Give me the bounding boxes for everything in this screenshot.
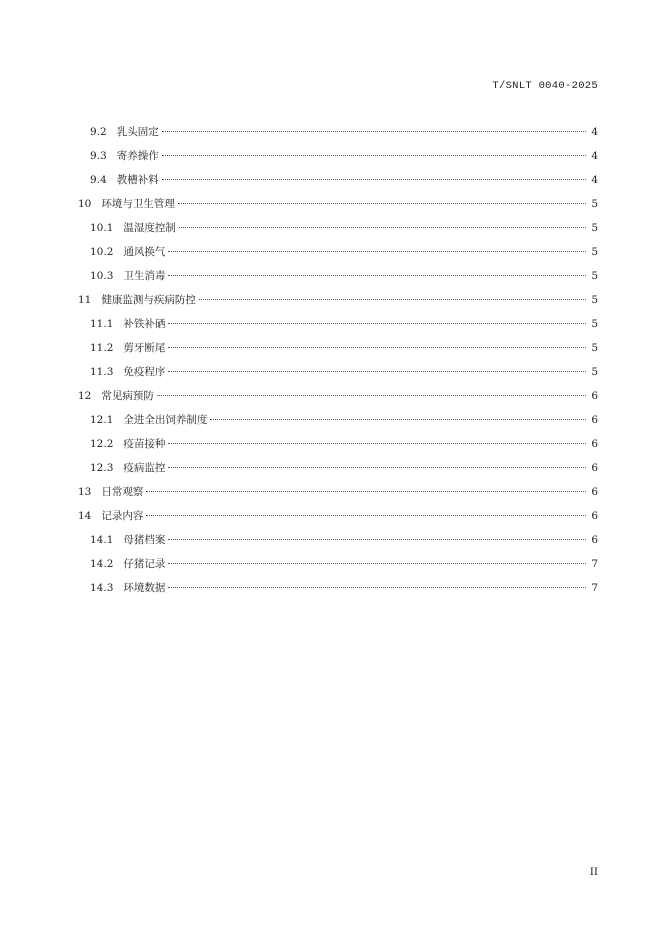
toc-entry[interactable] [78, 264, 598, 288]
toc-entry-title: 温湿度控制 [123, 222, 176, 234]
toc-entry-title: 常见病预防 [101, 390, 154, 402]
toc-entry-number: 9.4 [90, 174, 107, 186]
toc-dot-leader [199, 299, 586, 300]
toc-entry-number: 10.2 [90, 246, 114, 258]
toc-dot-leader [168, 539, 586, 540]
toc-dot-leader [168, 275, 586, 276]
toc-entry[interactable] [78, 120, 598, 144]
toc-entry-number: 12.2 [90, 438, 114, 450]
table-of-contents [78, 120, 598, 600]
toc-entry[interactable] [78, 456, 598, 480]
toc-entry-title: 剪牙断尾 [123, 342, 166, 354]
toc-entry[interactable] [78, 288, 598, 312]
toc-entry-page: 5 [591, 294, 598, 306]
toc-entry[interactable] [78, 384, 598, 408]
toc-entry-title: 通风换气 [123, 246, 166, 258]
toc-entry-number: 12.3 [90, 462, 114, 474]
toc-entry-number: 10.1 [90, 222, 114, 234]
toc-entry-title: 全进全出饲养制度 [123, 414, 208, 426]
toc-entry-title: 环境与卫生管理 [101, 198, 175, 210]
toc-entry-title: 疫苗接种 [123, 438, 166, 450]
toc-entry-number: 10 [78, 198, 92, 210]
toc-entry-page: 7 [591, 582, 598, 594]
toc-entry-number: 12 [78, 390, 92, 402]
toc-entry[interactable] [78, 504, 598, 528]
toc-entry[interactable] [78, 216, 598, 240]
toc-entry-page: 5 [591, 366, 598, 378]
toc-entry[interactable] [78, 336, 598, 360]
toc-dot-leader [168, 251, 586, 252]
toc-entry[interactable] [78, 144, 598, 168]
toc-entry-number: 9.2 [90, 126, 107, 138]
page-number: II [589, 866, 598, 878]
toc-entry-page: 4 [591, 174, 598, 186]
toc-entry-title: 疫病监控 [123, 462, 166, 474]
toc-entry[interactable] [78, 480, 598, 504]
toc-entry-number: 14.2 [90, 558, 114, 570]
toc-dot-leader [146, 515, 586, 516]
toc-entry-page: 6 [591, 414, 598, 426]
toc-entry[interactable] [78, 240, 598, 264]
toc-entry[interactable] [78, 432, 598, 456]
toc-entry[interactable] [78, 168, 598, 192]
toc-entry-page: 6 [591, 462, 598, 474]
toc-dot-leader [168, 347, 586, 348]
toc-entry-page: 6 [591, 510, 598, 522]
toc-entry[interactable] [78, 576, 598, 600]
toc-entry-title: 母猪档案 [123, 534, 166, 546]
toc-entry-page: 5 [591, 270, 598, 282]
toc-dot-leader [210, 419, 586, 420]
toc-entry[interactable] [78, 408, 598, 432]
toc-entry-page: 7 [591, 558, 598, 570]
toc-entry-title: 卫生消毒 [123, 270, 166, 282]
toc-entry-number: 14.3 [90, 582, 114, 594]
toc-entry-title: 健康监测与疾病防控 [101, 294, 196, 306]
toc-entry-title: 免疫程序 [123, 366, 166, 378]
toc-dot-leader [168, 587, 586, 588]
toc-entry-page: 4 [591, 126, 598, 138]
toc-dot-leader [162, 179, 586, 180]
toc-entry-page: 6 [591, 534, 598, 546]
toc-entry-number: 14.1 [90, 534, 114, 546]
toc-dot-leader [162, 155, 586, 156]
toc-entry-page: 5 [591, 222, 598, 234]
toc-entry-title: 乳头固定 [116, 126, 159, 138]
toc-entry-title: 记录内容 [101, 510, 144, 522]
toc-entry-number: 10.3 [90, 270, 114, 282]
toc-entry-number: 9.3 [90, 150, 107, 162]
toc-entry-number: 11.2 [90, 342, 114, 354]
toc-entry[interactable] [78, 312, 598, 336]
toc-entry-title: 环境数据 [123, 582, 166, 594]
toc-entry-page: 5 [591, 246, 598, 258]
toc-dot-leader [168, 371, 586, 372]
toc-dot-leader [179, 227, 586, 228]
document-code: T/SNLT 0040-2025 [492, 80, 598, 92]
toc-entry-number: 11.1 [90, 318, 114, 330]
toc-entry-page: 6 [591, 486, 598, 498]
toc-dot-leader [168, 467, 586, 468]
toc-entry-title: 补铁补硒 [123, 318, 166, 330]
toc-dot-leader [178, 203, 586, 204]
toc-dot-leader [168, 563, 586, 564]
toc-entry-page: 5 [591, 342, 598, 354]
toc-entry[interactable] [78, 528, 598, 552]
toc-entry-page: 5 [591, 318, 598, 330]
toc-entry-number: 11 [78, 294, 92, 306]
toc-entry-page: 6 [591, 438, 598, 450]
toc-entry-title: 教槽补料 [116, 174, 159, 186]
toc-entry-number: 13 [78, 486, 92, 498]
toc-entry-page: 4 [591, 150, 598, 162]
toc-entry[interactable] [78, 192, 598, 216]
toc-entry-number: 11.3 [90, 366, 114, 378]
toc-dot-leader [162, 131, 586, 132]
toc-entry-number: 14 [78, 510, 92, 522]
toc-dot-leader [168, 443, 586, 444]
toc-entry[interactable] [78, 360, 598, 384]
toc-entry-number: 12.1 [90, 414, 114, 426]
toc-entry-page: 5 [591, 198, 598, 210]
toc-dot-leader [157, 395, 586, 396]
toc-entry-title: 仔猪记录 [123, 558, 166, 570]
toc-dot-leader [146, 491, 586, 492]
toc-entry-title: 寄养操作 [116, 150, 159, 162]
toc-entry-title: 日常观察 [101, 486, 144, 498]
toc-entry-page: 6 [591, 390, 598, 402]
toc-dot-leader [168, 323, 586, 324]
toc-entry[interactable] [78, 552, 598, 576]
